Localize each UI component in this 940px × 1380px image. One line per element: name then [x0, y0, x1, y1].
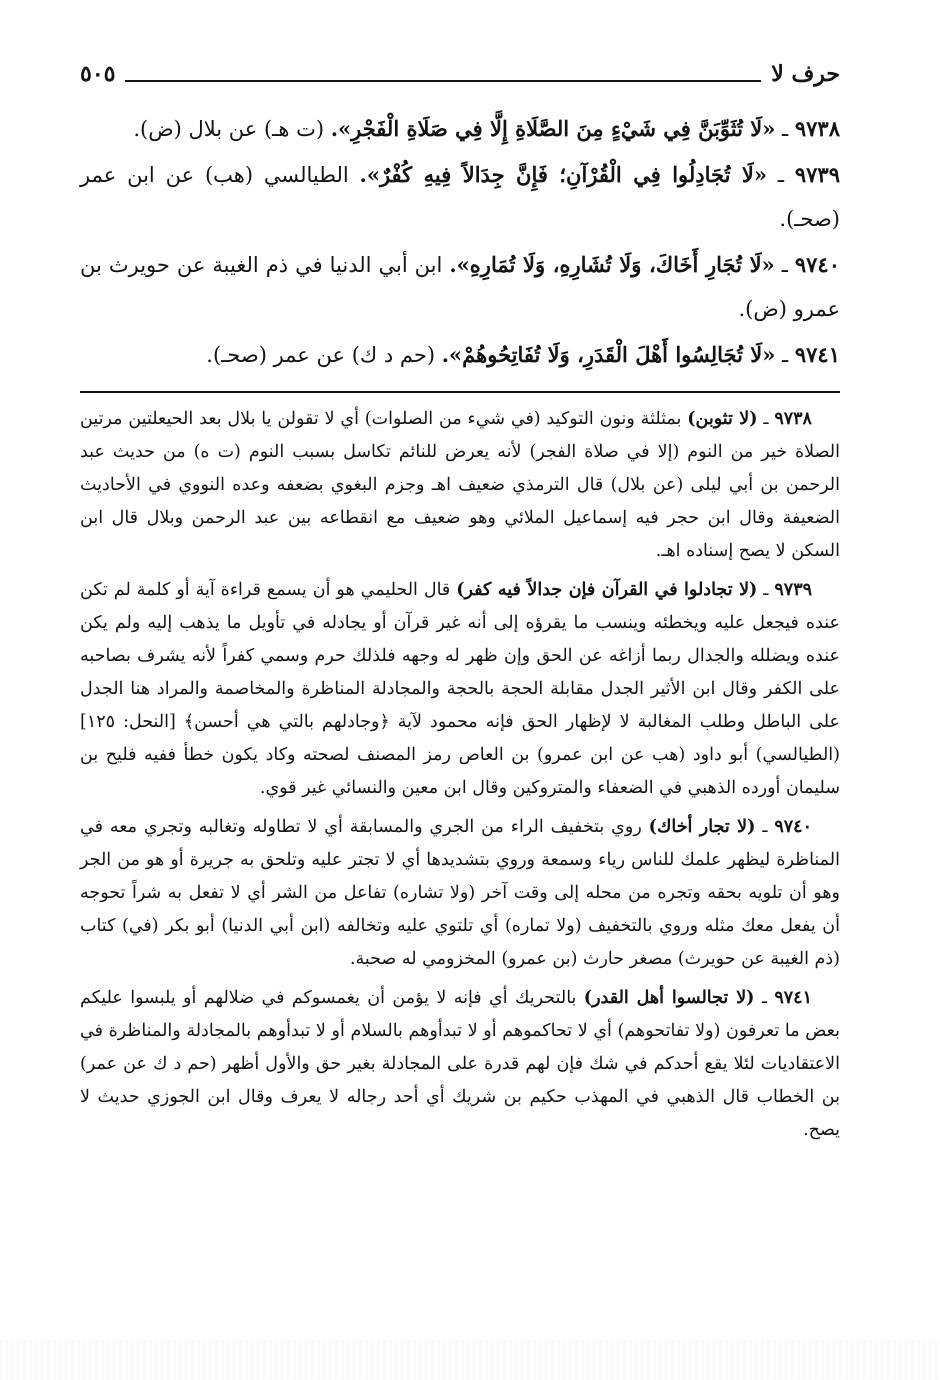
- note-number: ٩٧٤١: [774, 988, 812, 1008]
- hadith-text: «لَا تُجَالِسُوا أَهْلَ الْقَدَرِ، وَلَا تُفَاتِحُوهُمْ».: [441, 342, 776, 367]
- page-number: ٥٠٥: [80, 61, 116, 87]
- hadith-number: ٩٧٤١: [794, 342, 840, 367]
- scan-noise: [0, 1340, 940, 1380]
- hadith-entry: ٩٧٤١ ـ «لَا تُجَالِسُوا أَهْلَ الْقَدَرِ، وَلَا تُفَاتِحُوهُمْ». (حم د ك) عن عمر (صحـ).: [206, 342, 840, 367]
- note-text: قال الحليمي هو أن يسمع قراءة آية أو كلمة لم تكن عنده فيجعل عليه ويخطئه وينسب ما يقرؤه إلى أنه غير قرآن أو يجادله في تأويل ما يذهب إليه ولم يكن عنده ويضلله والجدال ربما أزاغه عن الحق وإن ظهر له وجهه فلذلك حرم وسمي كفراً لأنه يشرف بصاحبه على الكفر وقال ابن الأثير الجدل مقابلة الحجة بالحجة والمجادلة المناظرة والمخاصمة والمراد هنا الجدل على الباطل وطلب المغالبة لا لإظهار الحق فإنه محمود لآية ﴿وجادلهم بالتي هي أحسن﴾ [النحل: ١٢٥] (الطيالسي) أبو داود (هب عن ابن عمرو) بن العاص رمز المصنف لصحته وكاد يكون خطأ ففيه فليح بن سليمان أورده الذهبي في الضعفاء والمتروكين وقال ابن معين والنسائي غير قوي.: [80, 580, 840, 798]
- note-lemma: (لا تجادلوا في القرآن فإن جدالاً فيه كفر): [456, 580, 758, 600]
- running-head: [80, 55, 840, 89]
- hadith-number: ٩٧٣٨: [794, 116, 840, 141]
- note-text: روي بتخفيف الراء من الجري والمسابقة أي لا تطاوله وتغالبه وتجري معه في المناظرة ليظهر علمك للناس رياء وسمعة وروي بتشديدها أي لا تجتر عليه وتلحق به جريرة أو هو من الجر وهو أن تلويه بحقه وتجره من محله إلى وقت آخر (ولا تشاره) تفاعل من الشر أي لا تفعل به شراً تحوجه أن يفعل معك مثله وروي بالتخفيف (ولا تماره) أي تلتوي عليه وتخالفه (ابن أبي الدنيا) أبو بكر (في) كتاب (ذم الغيبة عن حويرث) مصغر حارث (بن عمرو) المخزومي له صحبة.: [80, 817, 840, 969]
- page: [80, 55, 840, 1153]
- hadith-source: ابن أبي الدنيا في ذم الغيبة عن حويرث بن عمرو (ض).: [80, 253, 840, 321]
- note-number: ٩٧٤٠: [774, 817, 812, 837]
- note-number: ٩٧٣٩: [774, 580, 812, 600]
- commentary-note: ٩٧٣٩ ـ (لا تجادلوا في القرآن فإن جدالاً فيه كفر) قال الحليمي هو أن يسمع قراءة آية أو كلمة لم تكن عنده فيجعل عليه ويخطئه وينسب ما يقرؤه إلى أنه غير قرآن أو يجادله في تأويل ما يذهب إليه ولم يكن عنده ويضلله والجدال ربما أزاغه عن الحق وإن ظهر له وجهه فلذلك حرم وسمي كفراً لأنه يشرف بصاحبه على الكفر وقال ابن الأثير الجدل مقابلة الحجة بالحجة والمجادلة المناظرة والمخاصمة والمراد هنا الجدل على الباطل وطلب المغالبة لا لإظهار الحق فإنه محمود لآية ﴿وجادلهم بالتي هي أحسن﴾ [النحل: ١٢٥] (الطيالسي) أبو داود (هب عن ابن عمرو) بن العاص رمز المصنف لصحته وكاد يكون خطأ ففيه فليح بن سليمان أورده الذهبي في الضعفاء والمتروكين وقال ابن معين والنسائي غير قوي.: [80, 580, 840, 798]
- hadith-text: «لَا تُثَوِّبَنَّ فِي شَيْءٍ مِنَ الصَّلَاةِ إِلَّا فِي صَلَاةِ الْفَجْرِ».: [330, 116, 776, 141]
- hadith-entry: ٩٧٤٠ ـ «لَا تُجَارِ أَخَاكَ، وَلَا تُشَارِهِ، وَلَا تُمَارِهِ». ابن أبي الدنيا في ذم الغيبة عن حويرث بن عمرو (ض).: [80, 252, 840, 321]
- hadith-list: [80, 107, 840, 377]
- running-head-title: حرف لا: [771, 61, 840, 87]
- hadith-text: «لَا تُجَادِلُوا فِي الْقُرْآنِ؛ فَإِنَّ جِدَالاً فِيهِ كُفْرٌ».: [359, 162, 768, 187]
- note-lemma: (لا تثوبن): [687, 409, 758, 429]
- commentary-note: ٩٧٤١ ـ (لا تجالسوا أهل القدر) بالتحريك أي فإنه لا يؤمن أن يغمسوكم في ضلالهم أو يلبسوا عليكم بعض ما تعرفون (ولا تفاتحوهم) أي لا تحاكموهم أو لا تبدأوهم بالسلام أو لا تبدأوهم بالمجادلة والمناظرة في الاعتقاديات لئلا يقع أحدكم في شك فإن لهم قدرة على المجادلة بغير حق والأول أظهر (حم د ك عن عمر) بن الخطاب قال الذهبي في المهذب حكيم بن شريك أي أحد رجاله لا يعرف وقال ابن الجوزي حديث لا يصح.: [80, 988, 840, 1140]
- note-text: بمثلثة ونون التوكيد (في شيء من الصلوات) أي لا تقولن يا بلال بعد الحيعلتين مرتين الصلاة خير من النوم (إلا في صلاة الفجر) لأنه يعرض للنائم تكاسل بسبب النوم (ت ه) من حديث عبد الرحمن بن أبي ليلى (عن بلال) قال الترمذي ضعيف اهـ وجزم البغوي بضعفه وعده النووي في الأحاديث الضعيفة وقال ابن حجر فيه إسماعيل الملائي وهو ضعيف مع انقطاعه بين عبد الرحمن وبلال قال ابن السكن لا يصح إسناده اهـ.: [80, 409, 840, 561]
- running-head-rule: [125, 80, 761, 82]
- hadith-number: ٩٧٤٠: [794, 252, 840, 277]
- hadith-source: الطيالسي (هب) عن ابن عمر (صحـ).: [80, 163, 840, 231]
- commentary-note: ٩٧٤٠ ـ (لا تجار أخاك) روي بتخفيف الراء من الجري والمسابقة أي لا تطاوله وتغالبه وتجري معه في المناظرة ليظهر علمك للناس رياء وسمعة وروي بتشديدها أي لا تجتر عليه وتلحق به جريرة أو هو من الجر وهو أن تلويه بحقه وتجره من محله إلى وقت آخر (ولا تشاره) تفاعل من الشر أي لا تفعل به شراً تحوجه أن يفعل معك مثله وروي بالتخفيف (ولا تماره) أي تلتوي عليه وتخالفه (ابن أبي الدنيا) أبو بكر (في) كتاب (ذم الغيبة عن حويرث) مصغر حارث (بن عمرو) المخزومي له صحبة.: [80, 817, 840, 969]
- note-lemma: (لا تجالسوا أهل القدر): [583, 988, 755, 1008]
- hadith-text: «لَا تُجَارِ أَخَاكَ، وَلَا تُشَارِهِ، وَلَا تُمَارِهِ».: [449, 252, 775, 277]
- hadith-source: (ت هـ) عن بلال (ض).: [133, 117, 325, 141]
- commentary-note: ٩٧٣٨ ـ (لا تثوبن) بمثلثة ونون التوكيد (في شيء من الصلوات) أي لا تقولن يا بلال بعد الحيعلتين مرتين الصلاة خير من النوم (إلا في صلاة الفجر) لأنه يعرض للنائم تكاسل بسبب النوم (ت ه) من حديث عبد الرحمن بن أبي ليلى (عن بلال) قال الترمذي ضعيف اهـ وجزم البغوي بضعفه وعده النووي في الأحاديث الضعيفة وقال ابن حجر فيه إسماعيل الملائي وهو ضعيف مع انقطاعه بين عبد الرحمن وبلال قال ابن السكن لا يصح إسناده اهـ.: [80, 409, 840, 561]
- hadith-number: ٩٧٣٩: [794, 162, 840, 187]
- commentary: [80, 403, 840, 1147]
- note-number: ٩٧٣٨: [774, 409, 812, 429]
- hadith-entry: ٩٧٣٨ ـ «لَا تُثَوِّبَنَّ فِي شَيْءٍ مِنَ الصَّلَاةِ إِلَّا فِي صَلَاةِ الْفَجْرِ». (ت هـ) عن بلال (ض).: [133, 116, 840, 141]
- hadith-entry: ٩٧٣٩ ـ «لَا تُجَادِلُوا فِي الْقُرْآنِ؛ فَإِنَّ جِدَالاً فِيهِ كُفْرٌ». الطيالسي (هب) عن ابن عمر (صحـ).: [80, 162, 840, 231]
- note-text: بالتحريك أي فإنه لا يؤمن أن يغمسوكم في ضلالهم أو يلبسوا عليكم بعض ما تعرفون (ولا تفاتحوهم) أي لا تحاكموهم أو لا تبدأوهم بالسلام أو لا تبدأوهم بالمجادلة والمناظرة في الاعتقاديات لئلا يقع أحدكم في شك فإن لهم قدرة على المجادلة بغير حق والأول أظهر (حم د ك عن عمر) بن الخطاب قال الذهبي في المهذب حكيم بن شريك أي أحد رجاله لا يعرف وقال ابن الجوزي حديث لا يصح.: [80, 988, 840, 1140]
- note-lemma: (لا تجار أخاك): [648, 817, 756, 837]
- hadith-source: (حم د ك) عن عمر (صحـ).: [206, 343, 436, 367]
- footnote-divider: [80, 391, 840, 393]
